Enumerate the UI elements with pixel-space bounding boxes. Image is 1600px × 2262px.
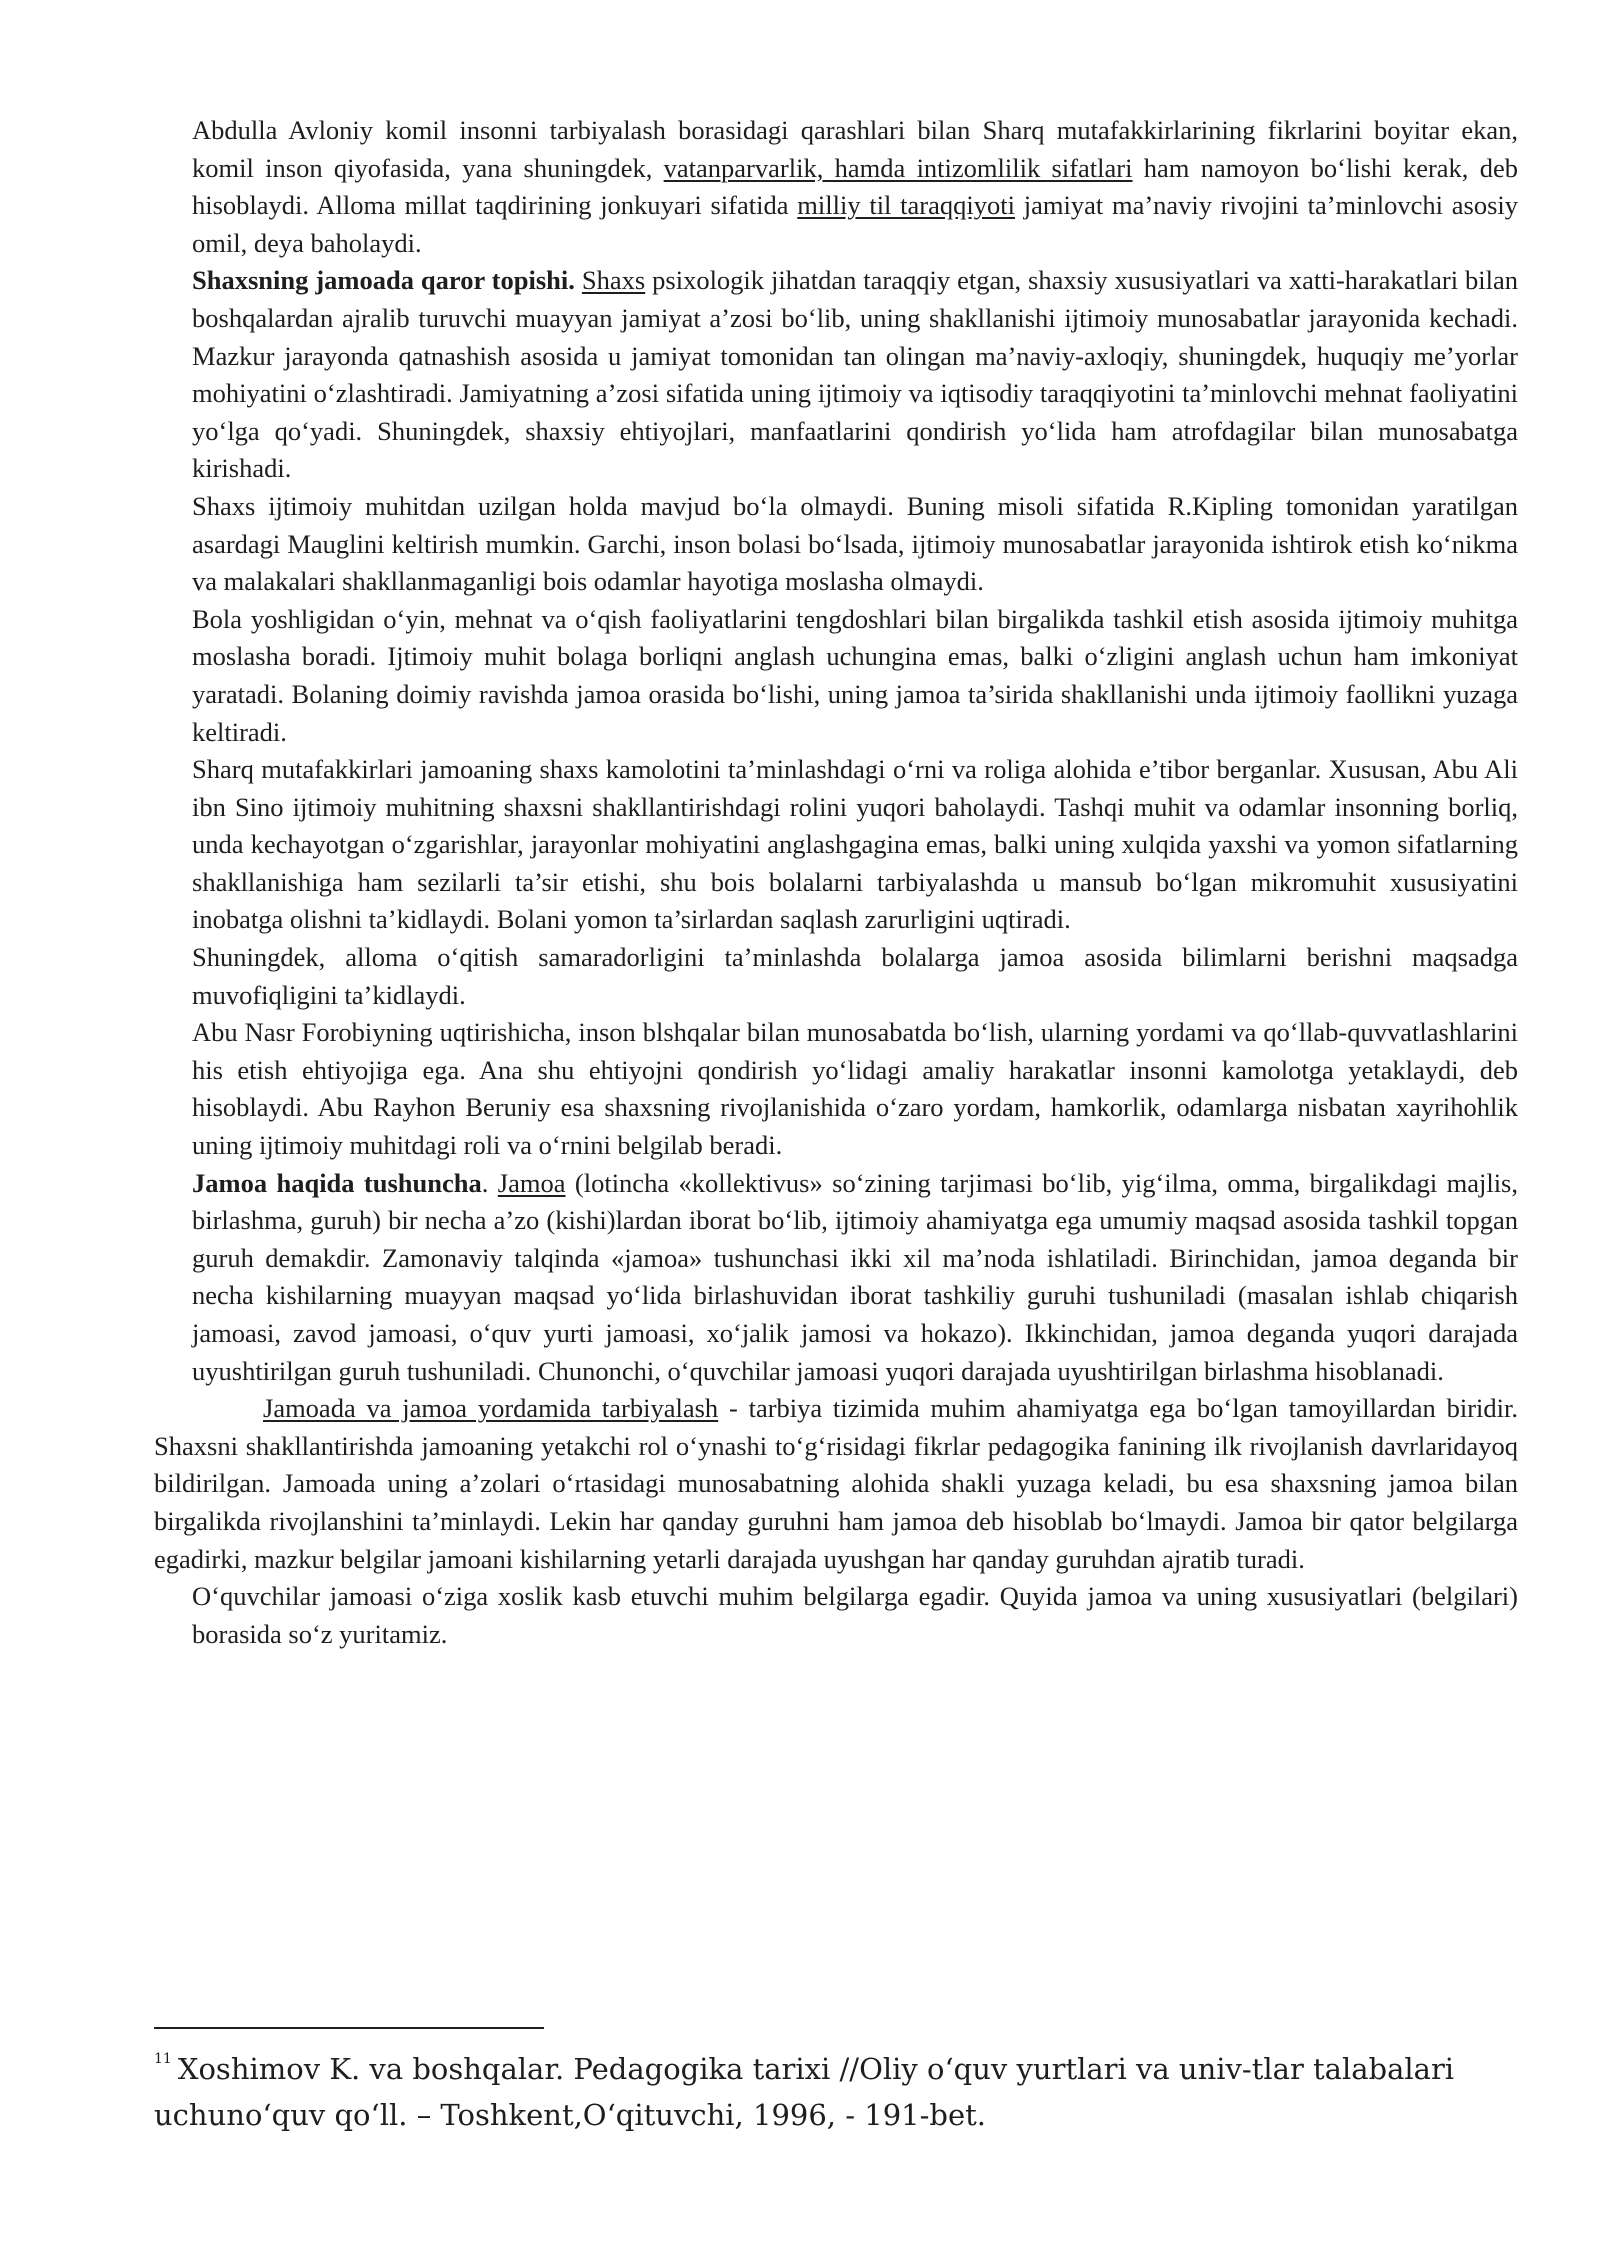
section-heading: Jamoa haqida tushuncha: [192, 1167, 482, 1198]
paragraph-jamoa: Jamoa haqida tushuncha. Jamoa (lotincha «kollektivus» so‘zining tarjimasi bo‘lib, yig‘ilma, omma, birgalikdagi majlis, birlashma, guruh) bir necha a’zo (kishi)lardan iborat bo‘lib, ijtimoiy ahamiyatga ega umumiy maqsad asosida tashkil topgan guruh demakdir. Zamonaviy talqinda «jamoa» tushunchasi ikki xil ma’noda ishlatiladi. Birinchidan, jamoa deganda bir necha kishilarning muayyan maqsad yo‘lida birlashuvidan iborat tashkiliy guruhi tushuniladi (masalan ishlab chiqarish jamoasi, zavod jamoasi, o‘quv yurti jamoasi, xo‘jalik jamosi va hokazo). Ikkinchidan, jamoa deganda yuqori darajada uyushtirilgan guruh tushuniladi. Chunonchi, o‘quvchilar jamoasi yuqori darajada uyushtirilgan birlashma hisoblanadi.: [192, 1167, 1518, 1386]
paragraph-maugli: Shaxs ijtimoiy muhitdan uzilgan holda mavjud bo‘la olmaydi. Buning misoli sifatida R.Kipling tomonidan yaratilgan asardagi Mauglini keltirish mumkin. Garchi, inson bolasi bo‘lsada, ijtimoiy munosabatlar jarayonida ishtirok etish ko‘nikma va malakalari shakllanmaganligi bois odamlar hayotiga moslasha olmaydi.: [192, 490, 1518, 597]
underlined-phrase: milliy til taraqqiyoti: [797, 190, 1015, 221]
section-heading: Shaxsning jamoada qaror topishi.: [192, 265, 575, 296]
text: Abdulla Avloniy komil insonni tarbiyalash borasidagi qarashlari bilan Sharq mutafakkirlarining fikrlarini boyitar ekan, komil inson qiyofasida, yana shuningdek,: [192, 115, 1518, 183]
underlined-phrase: Jamoada va jamoa yordamida tarbiyalash: [263, 1393, 719, 1424]
text: (lotincha «kollektivus» so‘zining tarjimasi bo‘lib, yig‘ilma, omma, birgalikdagi majlis, birlashma, guruh) bir necha a’zo (kishi)lardan iborat bo‘lib, ijtimoiy ahamiyatga ega umumiy maqsad asosida tashkil topgan guruh demakdir. Zamonaviy talqinda «jamoa» tushunchasi ikki xil ma’noda ishlatiladi. Birinchidan, jamoa deganda bir necha kishilarning muayyan maqsad yo‘lida birlashuvidan iborat tashkiliy guruhi tushuniladi (masalan ishlab chiqarish jamoasi, zavod jamoasi, o‘quv yurti jamoasi, xo‘jalik jamosi va hokazo). Ikkinchidan, jamoa deganda yuqori darajada uyushtirilgan guruh tushuniladi. Chunonchi, o‘quvchilar jamoasi yuqori darajada uyushtirilgan birlashma hisoblanadi.: [192, 1167, 1518, 1386]
paragraph-avloniy: [192, 112, 1518, 262]
footnote-number: 11: [154, 2051, 172, 2067]
paragraph-forobiy: Abu Nasr Forobiyning uqtirishicha, inson blshqalar bilan munosabatda bo‘lish, ularning yordami va qo‘llab-quvvatlashlarini his etish ehtiyojiga ega. Ana shu ehtiyojni qondirish yo‘lidagi amaliy harakatlar insonni kamolotga yetaklaydi, deb hisoblaydi. Abu Rayhon Beruniy esa shaxsning rivojlanishida o‘zaro yordam, hamkorlik, odamlarga nisbatan xayrihohlik uning ijtimoiy muhitdagi roli va o‘rnini belgilab beradi.: [192, 1017, 1518, 1161]
footnote: [154, 2036, 1520, 2138]
paragraph-shaxs: [192, 262, 1518, 488]
footnote-separator: [154, 2027, 544, 2029]
paragraph-bola: Bola yoshligidan o‘yin, mehnat va o‘qish faoliyatlarini tengdoshlari bilan birgalikda tashkil etish asosida ijtimoiy muhitga moslasha boradi. Ijtimoiy muhit bolaga borliqni anglash uchungina emas, balki o‘zligini anglash uchun ham imkoniyat yaratadi. Bolaning doimiy ravishda jamoa orasida bo‘lishi, uning jamoa ta’sirida shakllanishi unda ijtimoiy faollikni yuzaga keltiradi.: [192, 603, 1518, 747]
text: ham namoyon bo‘lishi kerak, deb hisoblaydi. Alloma millat taqdirining jonkuyari sifatida: [192, 152, 1518, 221]
text: jamiyat ma’naviy rivojini ta’minlovchi asosiy omil, deya baholaydi.: [192, 190, 1518, 258]
term-jamoa: Jamoa: [497, 1167, 566, 1198]
footnote-text: Xoshimov K. va boshqalar. Pedagogika tarixi //Oliy o‘quv yurtlari va univ-tlar talabalari uchuno‘quv qo‘ll. – Toshkent,O‘qituvchi, 1996, - 191-bet.: [154, 2052, 1455, 2132]
underlined-phrase: vatanparvarlik, hamda intizomlilik sifatlari: [663, 152, 1133, 183]
paragraph-alloma: Shuningdek, alloma o‘qitish samaradorligini ta’minlashda bolalarga jamoa asosida bilimlarni berishni maqsadga muvofiqligini ta’kidlaydi.: [192, 942, 1518, 1010]
paragraph-oquvchilar: O‘quvchilar jamoasi o‘ziga xoslik kasb etuvchi muhim belgilarga egadir. Quyida jamoa va uning xususiyatlari (belgilari) borasida so‘z yuritamiz.: [192, 1581, 1518, 1649]
paragraph-jamoada-tarbiyalash: [154, 1390, 1518, 1578]
text: psixologik jihatdan taraqqiy etgan, shaxsiy xususiyatlari va xatti-harakatlari bilan boshqalardan ajralib turuvchi muayyan jamiyat a’zosi bo‘lib, uning shakllanishi ijtimoiy munosabatlar jarayonida kechadi. Mazkur jarayonda qatnashish asosida u jamiyat tomonidan tan olingan ma’naviy-axloqiy, shuningdek, huquqiy me’yorlar mohiyatini o‘zlashtiradi. Jamiyatning a’zosi sifatida uning ijtimoiy va iqtisodiy taraqqiyotini ta’minlovchi mehnat faoliyatini yo‘lga qo‘yadi. Shuningdek, shaxsiy ehtiyojlari, manfaatlarini qondirish yo‘lida ham atrofdagilar bilan munosabatga kirishadi.: [192, 265, 1518, 484]
term-shaxs: Shaxs: [581, 265, 646, 296]
text: - tarbiya tizimida muhim ahamiyatga ega bo‘lgan tamoyillardan biridir. Shaxsni shakllantirishda jamoaning yetakchi rol o‘ynashi to‘g‘risidagi fikrlar pedagogika fanining ilk rivojlanish davrlaridayoq bildirilgan. Jamoada uning a’zolari o‘rtasidagi munosabatning alohida shakli yuzaga keladi, bu esa shaxsning jamoa bilan birgalikda rivojlanshini ta’minlaydi. Lekin har qanday guruhni ham jamoa deb hisoblab bo‘lmaydi. Jamoa bir qator belgilarga egadirki, mazkur belgilar jamoani kishilarning yetarli darajada uyushgan har qanday guruhdan ajratib turadi.: [154, 1393, 1518, 1574]
paragraph-sharq: Sharq mutafakkirlari jamoaning shaxs kamolotini ta’minlashdagi o‘rni va roliga alohida e’tibor berganlar. Xususan, Abu Ali ibn Sino ijtimoiy muhitning shaxsni shakllantirishdagi rolini yuqori baholaydi. Tashqi muhit va odamlar insonning borliq, unda kechayotgan o‘zgarishlar, jarayonlar mohiyatini anglashgagina emas, balki uning xulqida yaxshi va yomon sifatlarning shakllanishiga ham sezilarli ta’sir etishi, shu bois bolalarni tarbiyalashda u mansub bo‘lgan mikromuhit xususiyatini inobatga olishni ta’kidlaydi. Bolani yomon ta’sirlardan saqlash zarurligini uqtiradi.: [192, 754, 1518, 935]
body-text: [154, 112, 1518, 1653]
